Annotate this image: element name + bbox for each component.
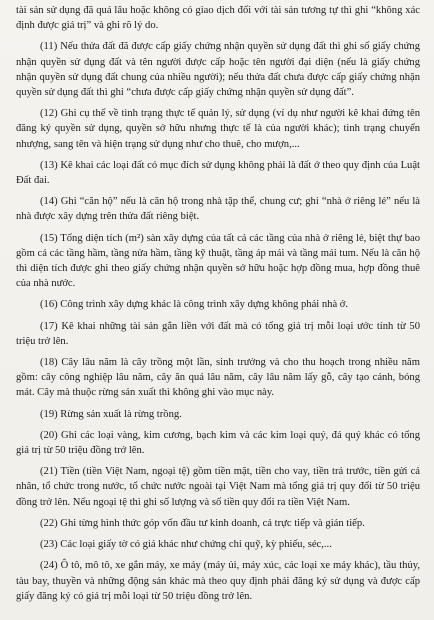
note-18: (18) Cây lâu năm là cây trồng một lần, sinh trưởng và cho thu hoạch trong nhiều năm gồm: cây công nghiệp lâu năm, cây ăn quả lâu năm, cây lâu năm lấy gỗ, cây tạo cảnh, bóng mát. Cây mà thuộc rừng sản xuất thì không ghi vào mục này. xyxy=(16,357,420,399)
note-24: (24) Ô tô, mô tô, xe gắn máy, xe máy (máy ủi, máy xúc, các loại xe máy khác), tầu thủy, tàu bay, thuyền và những động sản khác mà theo quy định phải đăng ký sử dụng và được cấp giấy đăng ký có giá trị mỗi loại từ 50 triệu đồng trở lên. xyxy=(16,560,420,602)
note-13: (13) Kê khai các loại đất có mục đích sử dụng không phải là đất ở theo quy định của Luật Đất đai. xyxy=(16,159,420,187)
note-19: (19) Rừng sản xuất là rừng trồng. xyxy=(40,408,182,420)
note-14: (14) Ghi “căn hộ” nếu là căn hộ trong nhà tập thể, chung cư; ghi “nhà ở riêng lẻ” nếu là nhà được xây dựng trên thửa đất riêng biệt. xyxy=(16,196,420,223)
note-20: (20) Ghi các loại vàng, kim cương, bạch kim và các kim loại quý, đá quý khác có tổng giá trị từ 50 triệu đồng trở lên. xyxy=(16,429,420,457)
note-11: (11) Nếu thửa đất đã được cấp giấy chứng nhận quyền sử dụng đất thì ghi số giấy chứng nhận quyền sử dụng đất và tên người được cấp hoặc tên người đại diện (nếu là giấy chứng nhận quyền sử dụng đất chung của nhiều người); nếu thửa đất chưa được cấp giấy chứng nhận quyền sử dụng đất thì ghi “chưa được cấp giấy chứng nhận quyền sử dụng đất”. xyxy=(16,41,420,99)
note-17: (17) Kê khai những tài sản gắn liền với đất mà có tổng giá trị mỗi loại ước tính từ 50 triệu trở lên. xyxy=(16,320,420,347)
note-12: (12) Ghi cụ thể về tình trạng thực tế quản lý, sử dụng (ví dụ như người kê khai đứng tên đăng ký quyền sử dụng, quyền sở hữu nhưng thực tế là của người khác); tình trạng chuyển nhượng, sang tên và hiện trạng sử dụng như cho thuê, cho mượn,... xyxy=(16,108,420,150)
note-23: (23) Các loại giấy tờ có giá khác như chứng chỉ quỹ, kỳ phiếu, séc,... xyxy=(40,539,332,551)
paragraph-continuation: tài sản sử dụng đã quá lâu hoặc không có giao dịch đối với tài sản tương tự thì ghi “không xác định được giá trị” và ghi rõ lý do. xyxy=(16,5,420,32)
note-16: (16) Công trình xây dựng khác là công trình xây dựng không phải nhà ở. xyxy=(40,299,349,311)
note-21: (21) Tiền (tiền Việt Nam, ngoại tệ) gồm tiền mặt, tiền cho vay, tiền trả trước, tiền gửi cá nhân, tổ chức trong nước, tổ chức nước ngoài tại Việt Nam mà tổng giá trị quy đổi từ 50 triệu đồng trở lên. Nếu ngoại tệ thì ghi số lượng và số tiền quy đổi ra tiền Việt Nam. xyxy=(16,466,420,508)
note-22: (22) Ghi từng hình thức góp vốn đầu tư kinh doanh, cả trực tiếp và gián tiếp. xyxy=(40,517,365,529)
note-15: (15) Tổng diện tích (m²) sàn xây dựng của tất cả các tầng của nhà ở riêng lẻ, biệt thự bao gồm cả các tầng hầm, tầng nửa hầm, tầng kỹ thuật, tầng áp mái và tầng mái tum. Nếu là căn hộ thì diện tích được ghi theo giấy chứng nhận quyền sở hữu hoặc hợp đồng mua, hợp đồng thuê của nhà nước. xyxy=(16,232,420,290)
